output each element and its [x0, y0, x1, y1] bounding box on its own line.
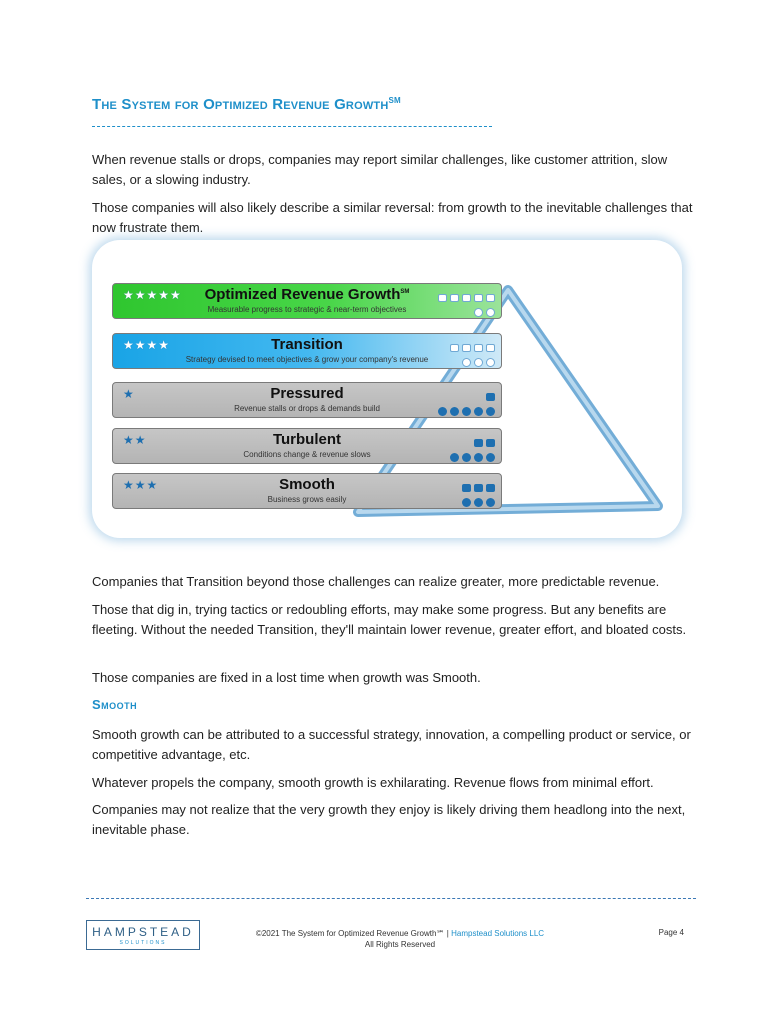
body-paragraph-3: Those companies are fixed in a lost time when growth was Smooth.: [92, 670, 481, 685]
section-paragraph-2: Whatever propels the company, smooth growth is exhilarating. Revenue flows from minimal effort.: [92, 775, 654, 790]
section-heading: Smooth: [92, 697, 138, 712]
footer-divider: [86, 898, 696, 899]
logo-name: HAMPSTEAD: [92, 925, 194, 939]
level-description: Measurable progress to strategic & near-term objectives: [207, 305, 407, 314]
company-link[interactable]: Hampstead Solutions LLC: [451, 929, 545, 938]
level-optimized: [112, 283, 502, 319]
people-icons: [447, 449, 495, 467]
level-pressured: [112, 382, 502, 418]
page-number: Page 4: [658, 928, 684, 937]
level-stars: ★★: [123, 433, 147, 447]
body-paragraph-1: Companies that Transition beyond those challenges can realize greater, more predictable revenue.: [92, 574, 660, 589]
people-icons: [459, 354, 495, 372]
copyright-text: ©2021 The System for Optimized Revenue Growth℠ |: [255, 929, 449, 938]
people-icons: [471, 304, 495, 322]
level-name: Transition: [271, 336, 343, 353]
level-name: Smooth: [279, 476, 335, 493]
level-description: Business grows easily: [267, 495, 347, 504]
level-name: Optimized Revenue Growth℠: [204, 286, 410, 303]
logo-subtitle: SOLUTIONS: [119, 940, 167, 946]
level-name: Turbulent: [272, 431, 342, 448]
section-paragraph-1: Smooth growth can be attributed to a successful strategy, innovation, a compelling product or service, or competitive advantage, etc.: [92, 727, 691, 762]
rights-text: All Rights Reserved: [364, 940, 436, 949]
level-transition: [112, 333, 502, 369]
level-stars: ★★★: [123, 478, 159, 492]
company-logo: [86, 920, 200, 950]
growth-diagram: [92, 240, 682, 538]
level-description: Strategy devised to meet objectives & grow your company's revenue: [185, 355, 429, 364]
body-paragraph-2: Those that dig in, trying tactics or redoubling efforts, may make some progress. But any benefits are fleeting. Without the needed Transition, they'll maintain lower revenue, greater effort, and bloated costs.: [92, 602, 687, 637]
level-stars: ★★★★: [123, 338, 171, 352]
level-turbulent: [112, 428, 502, 464]
footer-copyright: [230, 928, 570, 950]
people-icons: [435, 403, 495, 421]
page-title: The System for Optimized Revenue Growth℠: [92, 96, 401, 113]
intro-paragraph-1: When revenue stalls or drops, companies may report similar challenges, like customer attrition, slow sales, or a slowing industry.: [92, 152, 668, 187]
people-icons: [459, 494, 495, 512]
section-paragraph-3: Companies may not realize that the very growth they enjoy is likely driving them headlong into the next, inevitable phase.: [92, 802, 686, 837]
intro-paragraph-2: Those companies will also likely describe a similar reversal: from growth to the inevitable challenges that now frustrate them.: [92, 200, 693, 235]
title-divider: [92, 126, 492, 127]
level-stars: ★★★★★: [123, 288, 182, 302]
level-description: Revenue stalls or drops & demands build: [234, 404, 380, 413]
level-description: Conditions change & revenue slows: [243, 450, 371, 459]
level-stars: ★: [123, 387, 135, 401]
level-smooth: [112, 473, 502, 509]
level-name: Pressured: [270, 385, 344, 402]
